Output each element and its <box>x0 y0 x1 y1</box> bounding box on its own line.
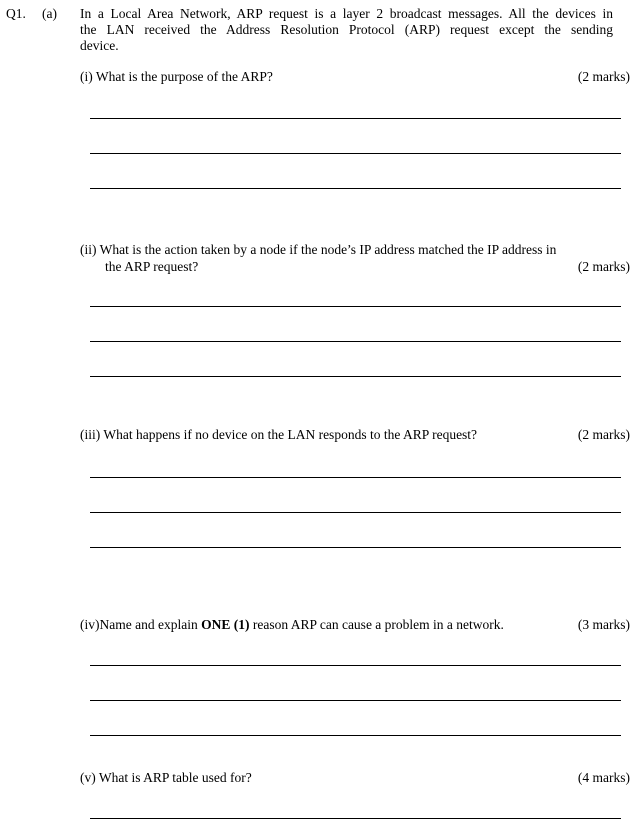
subquestion-iii-marks: (2 marks) <box>577 427 630 442</box>
subquestion-i-marks: (2 marks) <box>577 69 630 84</box>
intro-line-3: device. <box>80 38 119 53</box>
subquestion-iv-emphasis: ONE (1) <box>201 617 250 632</box>
answer-line[interactable] <box>90 547 621 548</box>
subquestion-iv-marks: (3 marks) <box>577 617 630 632</box>
answer-line[interactable] <box>90 341 621 342</box>
answer-line[interactable] <box>90 153 621 154</box>
answer-line[interactable] <box>90 477 621 478</box>
subquestion-iv-label: (iv) <box>80 617 100 632</box>
subquestion-ii-text-line1: What is the action taken by a node if the node’s IP address matched the IP address in <box>99 242 557 257</box>
subquestion-iv-text-after: reason ARP can cause a problem in a network. <box>252 617 504 632</box>
subquestion-ii-marks: (2 marks) <box>577 259 630 274</box>
answer-line[interactable] <box>90 700 621 701</box>
answer-line[interactable] <box>90 735 621 736</box>
subquestion-i <box>80 69 273 85</box>
answer-line[interactable] <box>90 376 621 377</box>
answer-line[interactable] <box>90 188 621 189</box>
subquestion-v-label: (v) <box>80 770 96 785</box>
subquestion-ii-label: (ii) <box>80 242 97 257</box>
subquestion-i-text: What is the purpose of the ARP? <box>95 69 273 84</box>
subquestion-ii <box>80 242 556 258</box>
intro-line-1: In a Local Area Network, ARP request is a layer 2 broadcast messages. All the devices in <box>80 6 613 21</box>
subquestion-v-text: What is ARP table used for? <box>98 770 252 785</box>
question-part-label: (a) <box>42 6 57 21</box>
question-number: Q1. <box>6 6 26 21</box>
intro-line-2: the LAN received the Address Resolution Protocol (ARP) request except the sending <box>80 22 613 37</box>
subquestion-ii-text-line2: the ARP request? <box>105 259 199 274</box>
subquestion-iv <box>80 617 504 633</box>
answer-line[interactable] <box>90 818 621 819</box>
subquestion-v-marks: (4 marks) <box>577 770 630 785</box>
question-intro <box>80 6 613 54</box>
subquestion-v <box>80 770 252 786</box>
subquestion-iv-text-before: Name and explain <box>99 617 198 632</box>
answer-line[interactable] <box>90 118 621 119</box>
subquestion-iii-label: (iii) <box>80 427 101 442</box>
answer-line[interactable] <box>90 665 621 666</box>
subquestion-iii-text: What happens if no device on the LAN responds to the ARP request? <box>103 427 478 442</box>
answer-line[interactable] <box>90 306 621 307</box>
answer-line[interactable] <box>90 512 621 513</box>
subquestion-i-label: (i) <box>80 69 93 84</box>
subquestion-iii <box>80 427 477 443</box>
